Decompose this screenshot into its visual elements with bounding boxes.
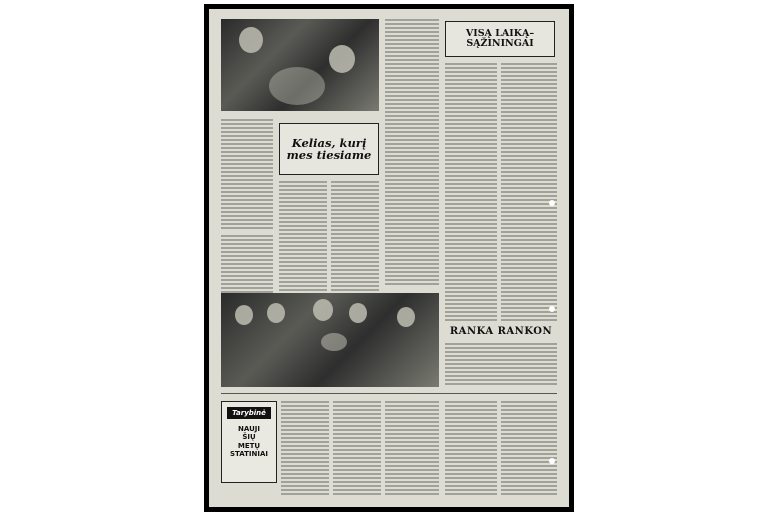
corner-line2: ŠIŲ [242,433,256,442]
top-photo [221,19,379,111]
column-text [445,401,497,497]
binder-hole [549,306,555,312]
column-text [281,401,329,497]
column-text [501,401,557,497]
headline-left-line1: Kelias, kurį [291,135,367,150]
column-text [279,181,327,291]
headline-box-left [279,123,379,175]
headline-bottom-right: RANKA RANKON [449,326,553,337]
column-text [501,63,557,321]
column-text [333,401,381,497]
middle-photo [221,293,439,387]
headline-left-line2: mes tiesiame [286,148,372,162]
corner-line4: STATINIAI [229,450,268,459]
newspaper-page [209,9,569,507]
corner-line3: METŲ [237,441,261,450]
column-text [385,19,439,287]
divider [221,393,557,394]
headline-right-line1: VISĄ LAIKĄ– [465,28,535,40]
headline-right-line2: SĄŽININGAI [466,38,534,49]
headline-box-right [445,21,555,57]
binder-hole [549,458,555,464]
corner-logo: Tarybinė [227,407,271,419]
binder-hole [549,200,555,206]
column-text [331,181,379,291]
corner-line1: NAUJI [238,425,260,433]
column-text [445,343,557,387]
column-text [221,119,273,231]
column-text [445,63,497,321]
column-text [385,401,439,497]
corner-box [221,401,277,483]
